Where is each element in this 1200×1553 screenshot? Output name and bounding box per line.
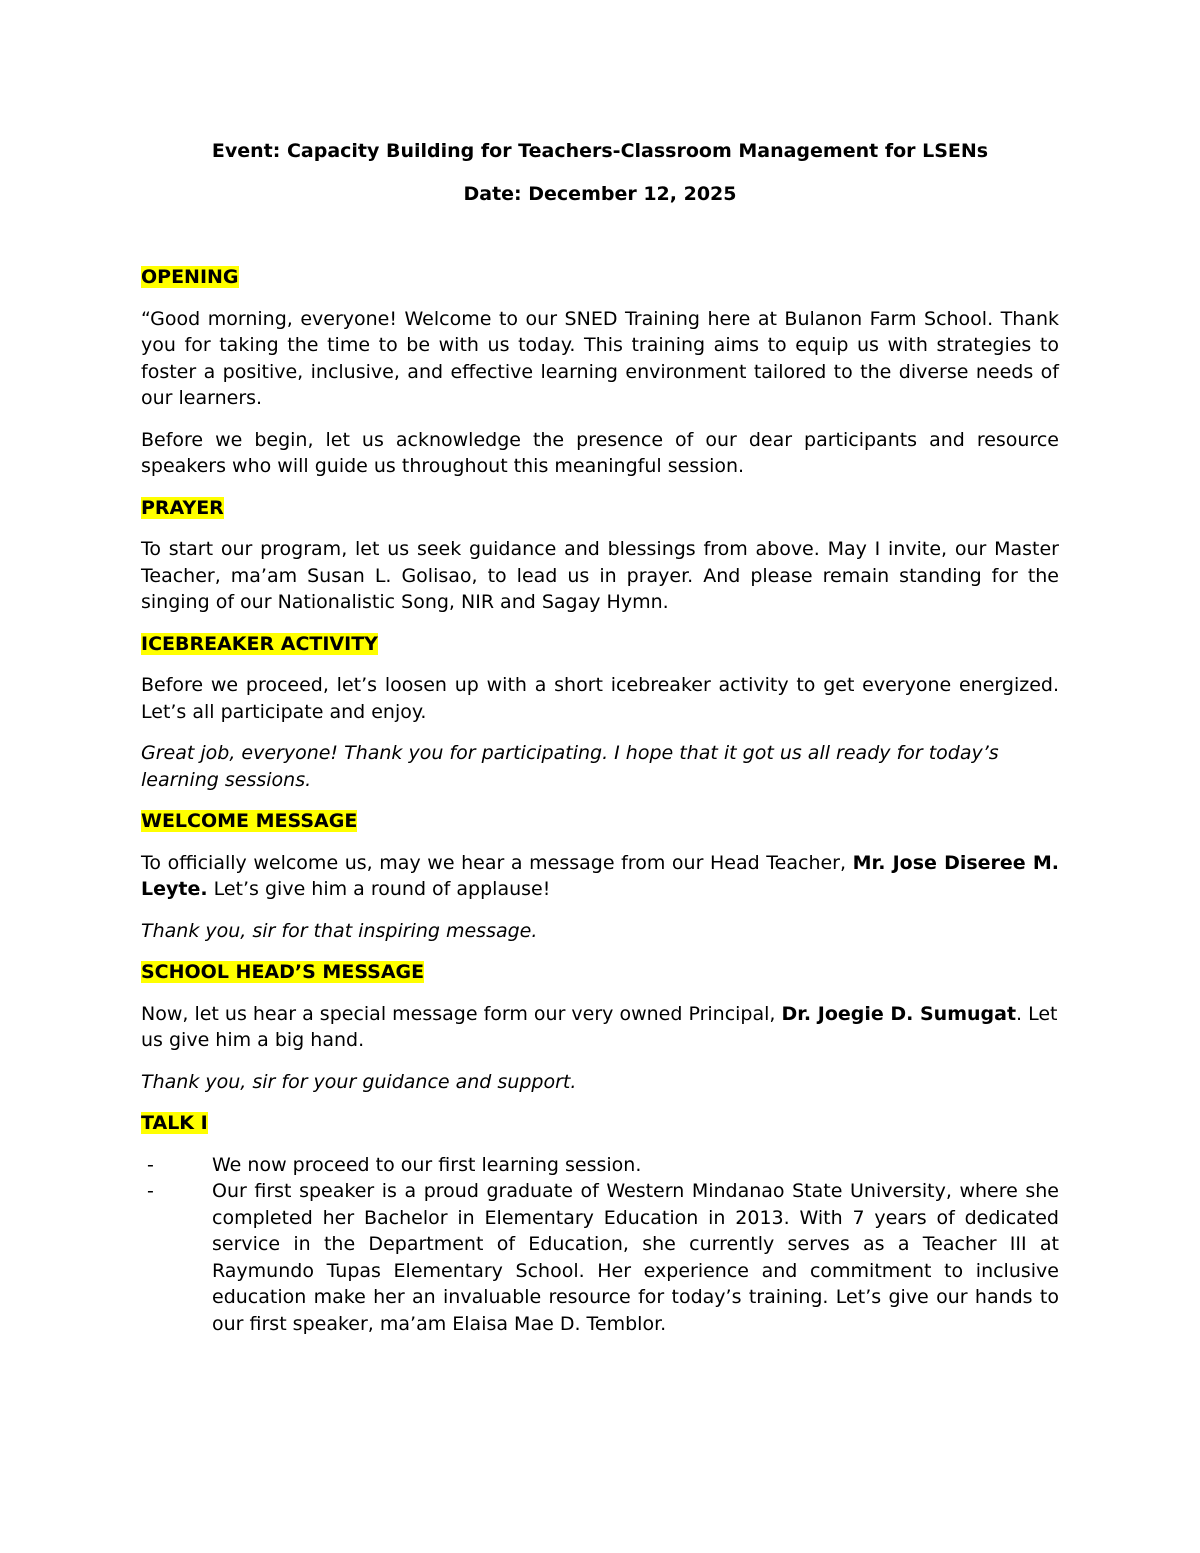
welcome-text-end: Let’s give him a round of applause! <box>207 878 551 900</box>
event-title: Event: Capacity Building for Teachers-Classroom Management for LSENs <box>211 140 989 162</box>
document-page <box>141 138 1059 1337</box>
dash-bullet: - <box>147 1180 154 1202</box>
list-item <box>141 1178 1059 1337</box>
opening-paragraph-1: “Good morning, everyone! Welcome to our SNED Training here at Bulanon Farm School. Thank you for taking the time to be with us today. This training aims to equip us with strategies to foster a positive, inclusive, and effective learning environment tailored to the diverse needs of our learners. <box>141 307 1059 409</box>
icebreaker-paragraph-1: Before we proceed, let’s loosen up with a short icebreaker activity to get everyone energized. Let’s all participate and enjoy. <box>141 674 1059 723</box>
principal-name: Dr. Joegie D. Sumugat <box>781 1002 1017 1025</box>
opening-heading-text: OPENING <box>141 266 239 288</box>
dash-bullet: - <box>147 1153 154 1176</box>
icebreaker-heading-text: ICEBREAKER ACTIVITY <box>141 632 378 655</box>
section-heading-icebreaker <box>141 631 1059 658</box>
event-date: Date: December 12, 2025 <box>463 182 737 205</box>
school-head-text-end: . Let us give him a big hand. <box>141 1002 1058 1051</box>
section-heading-school-head <box>141 959 1059 986</box>
welcome-text-start: To officially welcome us, may we hear a message from our Head Teacher, <box>141 851 853 874</box>
school-head-text-start: Now, let us hear a special message form our very owned Principal, <box>141 1002 782 1025</box>
welcome-paragraph-1 <box>141 850 1059 903</box>
talk1-list <box>141 1152 1059 1338</box>
list-item-text: Our first speaker is a proud graduate of Western Mindanao State University, where she completed her Bachelor in Elementary Education in 2013. With 7 years of dedicated service in the Department of Education, she currently serves as a Teacher III at Raymundo Tupas Elementary School. Her experience and commitment to inclusive education make her an invaluable resource for today’s training. Let’s give our hands to our first speaker, ma’am Elaisa Mae D. Temblor. <box>212 1180 1059 1335</box>
school-head-paragraph-1 <box>141 1001 1059 1054</box>
talk1-heading-text: TALK I <box>141 1112 208 1134</box>
list-item <box>141 1152 1059 1179</box>
section-heading-welcome <box>141 808 1059 835</box>
head-teacher-name: Mr. Jose Diseree M. Leyte. <box>141 851 1059 900</box>
school-head-heading-text: SCHOOL HEAD’S MESSAGE <box>141 961 425 983</box>
section-heading-talk1 <box>141 1110 1059 1137</box>
section-heading-opening <box>141 264 1059 291</box>
list-item-text: We now proceed to our first learning session. <box>212 1153 642 1176</box>
welcome-heading-text: WELCOME MESSAGE <box>141 810 358 832</box>
icebreaker-paragraph-2: Great job, everyone! Thank you for participating. I hope that it got us all ready for today’s learning sessions. <box>141 742 999 791</box>
school-head-paragraph-2: Thank you, sir for your guidance and support. <box>141 1070 577 1093</box>
prayer-heading-text: PRAYER <box>141 496 224 519</box>
prayer-paragraph-1: To start our program, let us seek guidance and blessings from above. May I invite, our Master Teacher, ma’am Susan L. Golisao, to lead us in prayer. And please remain standing for the singing of our Nationalistic Song, NIR and Sagay Hymn. <box>141 538 1059 613</box>
opening-paragraph-2: Before we begin, let us acknowledge the presence of our dear participants and resource speakers who will guide us throughout this meaningful session. <box>141 428 1059 477</box>
section-heading-prayer <box>141 495 1059 522</box>
welcome-paragraph-2: Thank you, sir for that inspiring message. <box>141 919 538 942</box>
